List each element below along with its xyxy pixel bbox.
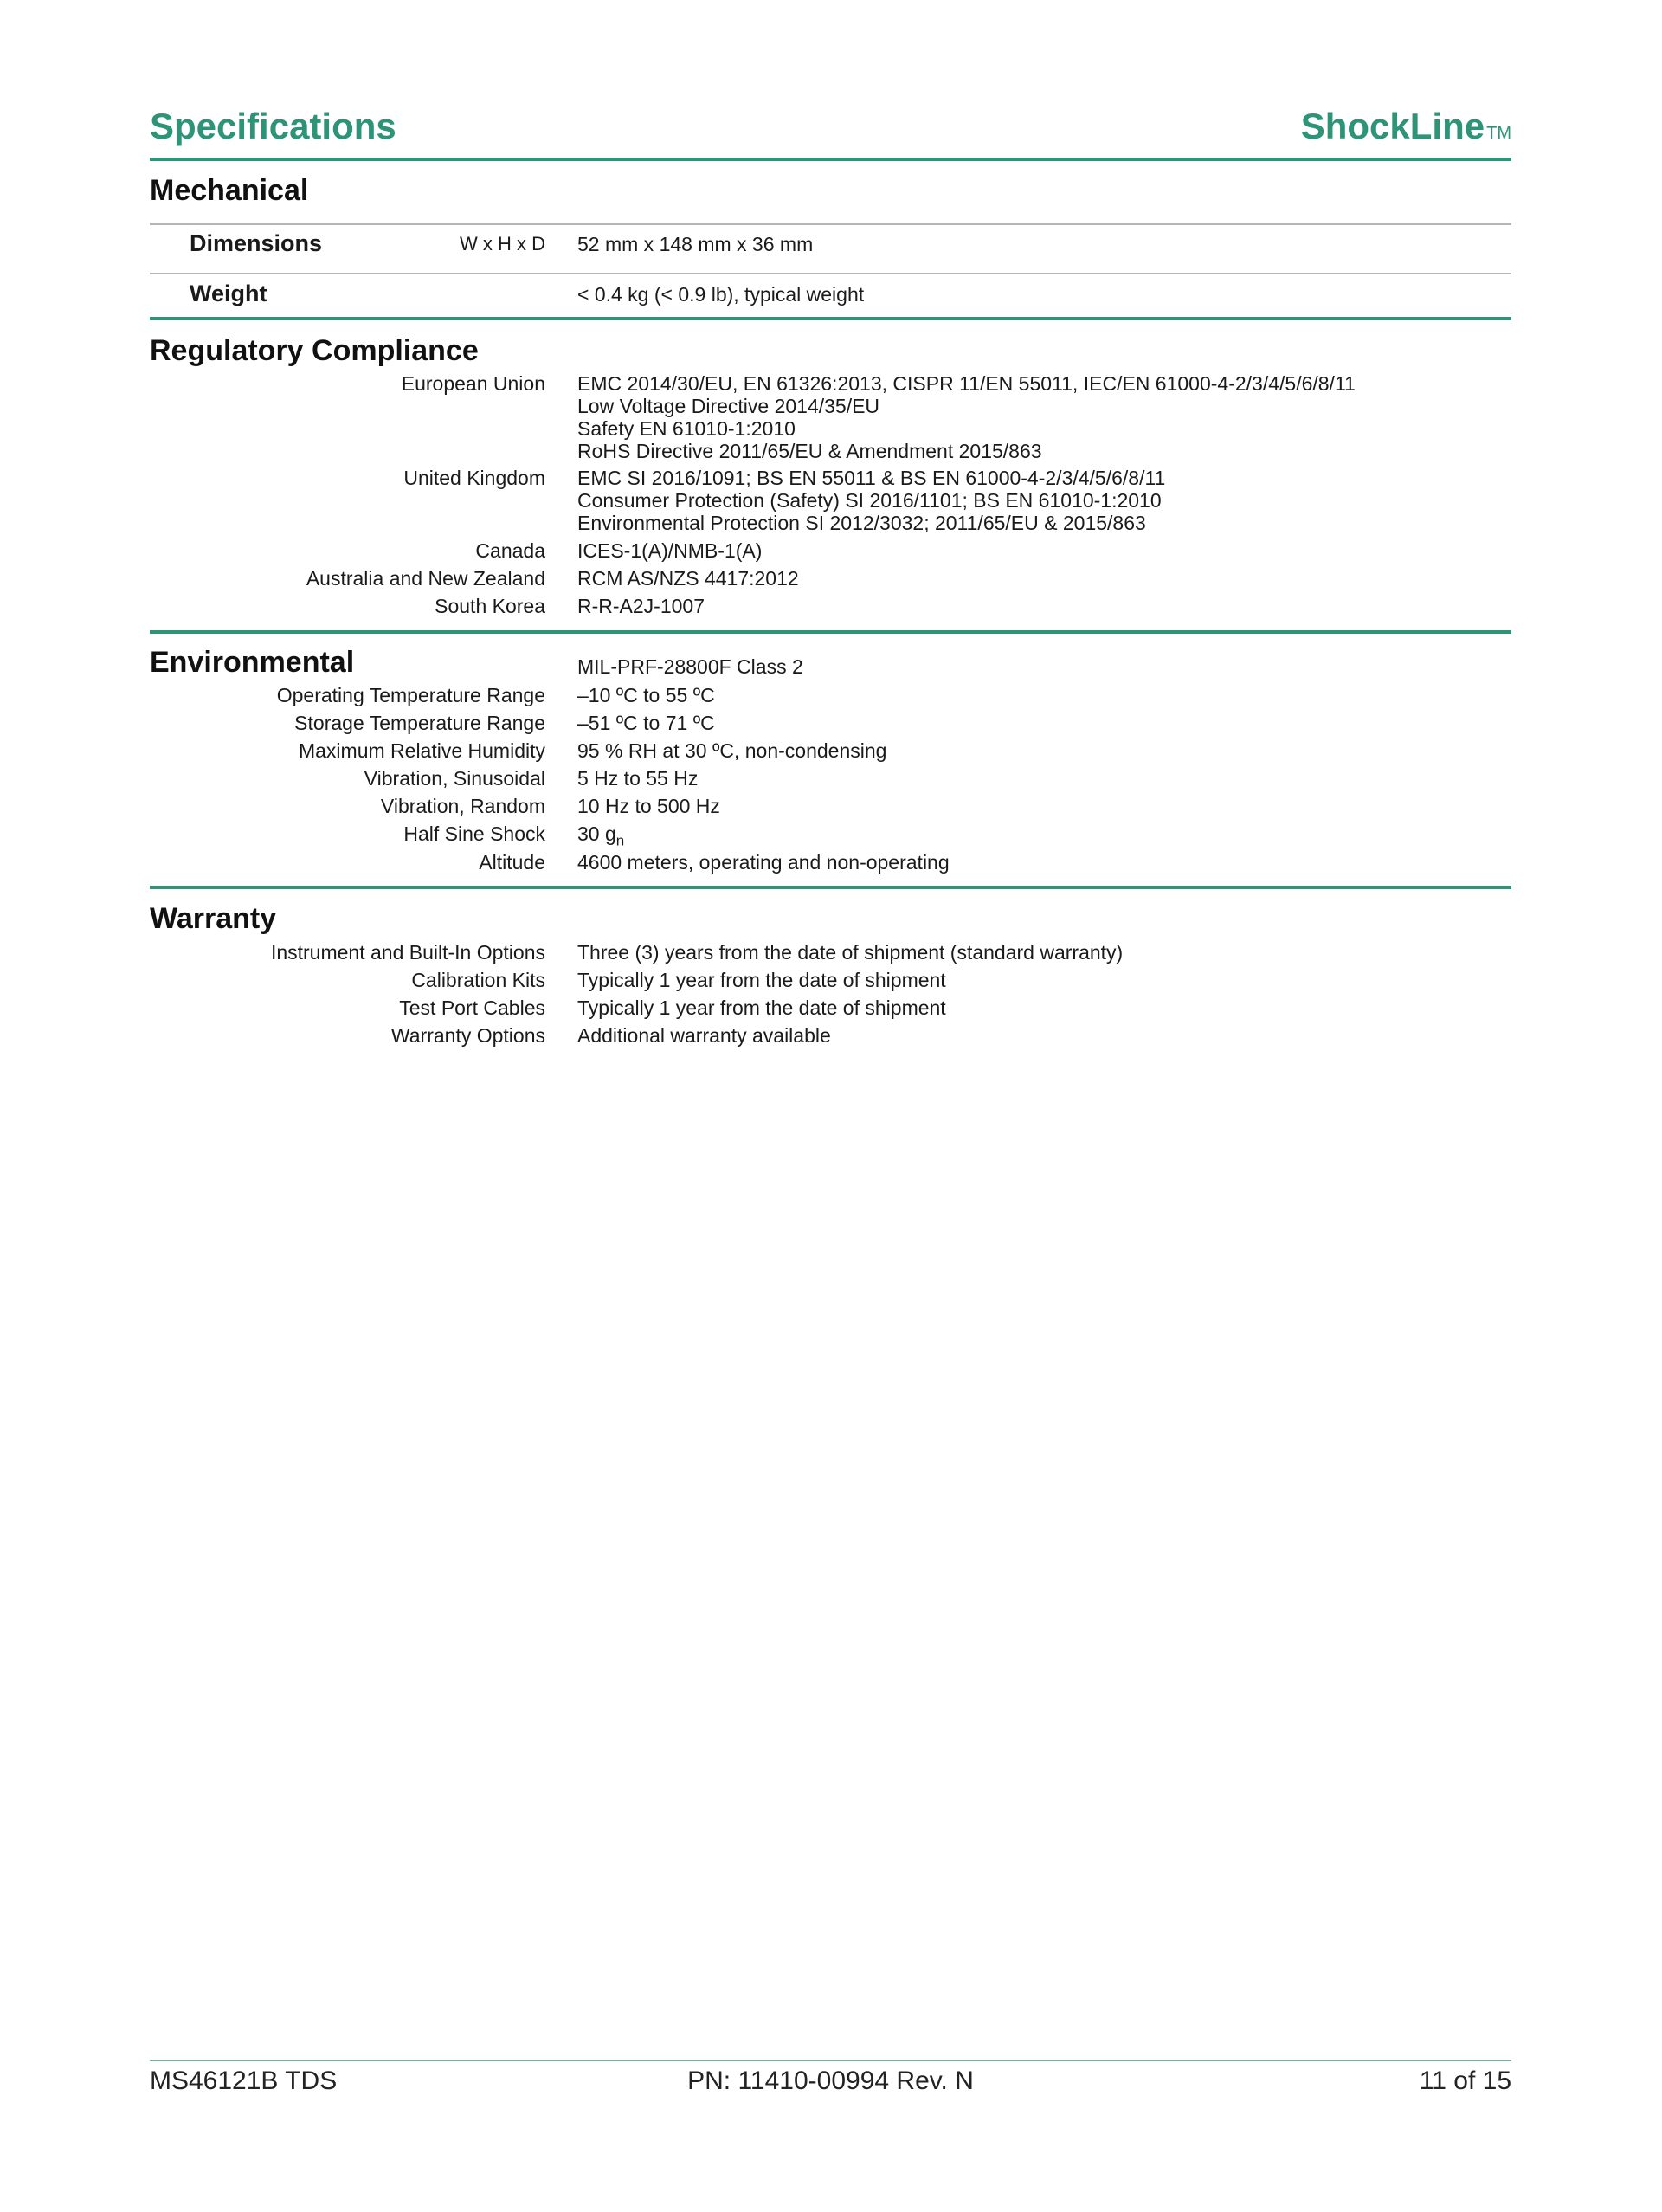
warranty-value-options: Additional warranty available <box>577 1024 831 1047</box>
header-divider <box>150 158 1511 161</box>
reg-label-anz: Australia and New Zealand <box>306 567 545 590</box>
env-label-altitude: Altitude <box>479 851 545 874</box>
reg-value-eu-2: Low Voltage Directive 2014/35/EU <box>577 395 880 417</box>
section-title-environmental: Environmental <box>150 646 355 679</box>
env-value-vibration-random: 10 Hz to 500 Hz <box>577 795 720 817</box>
weight-label: Weight <box>190 281 267 306</box>
reg-label-uk: United Kingdom <box>403 467 545 489</box>
reg-value-anz: RCM AS/NZS 4417:2012 <box>577 567 799 590</box>
warranty-label-test-port-cables: Test Port Cables <box>399 996 545 1019</box>
brand-text: ShockLine <box>1300 106 1485 146</box>
warranty-label-instrument: Instrument and Built-In Options <box>270 941 545 964</box>
trademark-mark: TM <box>1486 124 1511 143</box>
reg-value-eu-3: Safety EN 61010-1:2010 <box>577 417 796 440</box>
env-value-humidity: 95 % RH at 30 ºC, non-condensing <box>577 739 887 762</box>
footer-document-id: MS46121B TDS <box>150 2067 338 2095</box>
mechanical-divider-mid <box>150 273 1511 274</box>
footer-part-number: PN: 11410-00994 Rev. N <box>687 2067 974 2095</box>
dimensions-label: Dimensions <box>190 230 323 256</box>
mechanical-divider-bottom <box>150 317 1511 320</box>
page-header <box>150 104 1511 156</box>
env-value-operating-temp: –10 ºC to 55 ºC <box>577 684 715 706</box>
dimensions-sublabel: W x H x D <box>460 233 545 255</box>
section-title-warranty: Warranty <box>150 902 277 935</box>
env-label-storage-temp: Storage Temperature Range <box>294 712 545 734</box>
shock-value-subscript: n <box>615 832 625 849</box>
environmental-divider-bottom <box>150 886 1511 889</box>
mechanical-divider-top <box>150 223 1511 225</box>
env-standard: MIL-PRF-28800F Class 2 <box>577 655 803 678</box>
section-title-mechanical: Mechanical <box>150 174 309 207</box>
warranty-label-calibration-kits: Calibration Kits <box>411 969 545 991</box>
warranty-value-calibration-kits: Typically 1 year from the date of shipment <box>577 969 946 991</box>
reg-value-south-korea: R-R-A2J-1007 <box>577 595 705 617</box>
env-value-altitude: 4600 meters, operating and non-operating <box>577 851 950 874</box>
section-title-regulatory: Regulatory Compliance <box>150 334 479 367</box>
reg-value-uk-2: Consumer Protection (Safety) SI 2016/1101; BS EN 61010-1:2010 <box>577 489 1162 512</box>
datasheet-page <box>150 0 1511 2212</box>
env-value-half-sine-shock <box>577 822 624 853</box>
shock-value-text: 30 g <box>577 822 616 845</box>
footer-page-number: 11 of 15 <box>1419 2067 1511 2095</box>
reg-value-uk-3: Environmental Protection SI 2012/3032; 2011/65/EU & 2015/863 <box>577 512 1146 534</box>
warranty-value-test-port-cables: Typically 1 year from the date of shipment <box>577 996 946 1019</box>
env-value-vibration-sinusoidal: 5 Hz to 55 Hz <box>577 767 699 790</box>
warranty-label-options: Warranty Options <box>390 1024 545 1047</box>
reg-value-canada: ICES-1(A)/NMB-1(A) <box>577 539 763 562</box>
reg-label-eu: European Union <box>401 372 545 395</box>
reg-value-uk-1: EMC SI 2016/1091; BS EN 55011 & BS EN 61000-4-2/3/4/5/6/8/11 <box>577 467 1166 489</box>
dimensions-value: 52 mm x 148 mm x 36 mm <box>577 233 814 255</box>
warranty-value-instrument: Three (3) years from the date of shipment (standard warranty) <box>577 941 1124 964</box>
reg-label-canada: Canada <box>475 539 545 562</box>
footer-divider <box>150 2060 1511 2061</box>
weight-value: < 0.4 kg (< 0.9 lb), typical weight <box>577 283 865 306</box>
env-label-half-sine-shock: Half Sine Shock <box>403 822 545 845</box>
env-label-humidity: Maximum Relative Humidity <box>298 739 545 762</box>
reg-value-eu-1: EMC 2014/30/EU, EN 61326:2013, CISPR 11/EN 55011, IEC/EN 61000-4-2/3/4/5/6/8/11 <box>577 372 1356 395</box>
brand-name <box>1301 104 1511 149</box>
env-label-vibration-sinusoidal: Vibration, Sinusoidal <box>364 767 545 790</box>
env-label-vibration-random: Vibration, Random <box>380 795 545 817</box>
env-label-operating-temp: Operating Temperature Range <box>276 684 545 706</box>
env-value-storage-temp: –51 ºC to 71 ºC <box>577 712 715 734</box>
page-footer <box>150 2060 1511 2095</box>
reg-label-south-korea: South Korea <box>435 595 545 617</box>
page-title: Specifications <box>150 106 396 146</box>
reg-value-eu-4: RoHS Directive 2011/65/EU & Amendment 2015/863 <box>577 440 1042 462</box>
regulatory-divider-bottom <box>150 630 1511 634</box>
